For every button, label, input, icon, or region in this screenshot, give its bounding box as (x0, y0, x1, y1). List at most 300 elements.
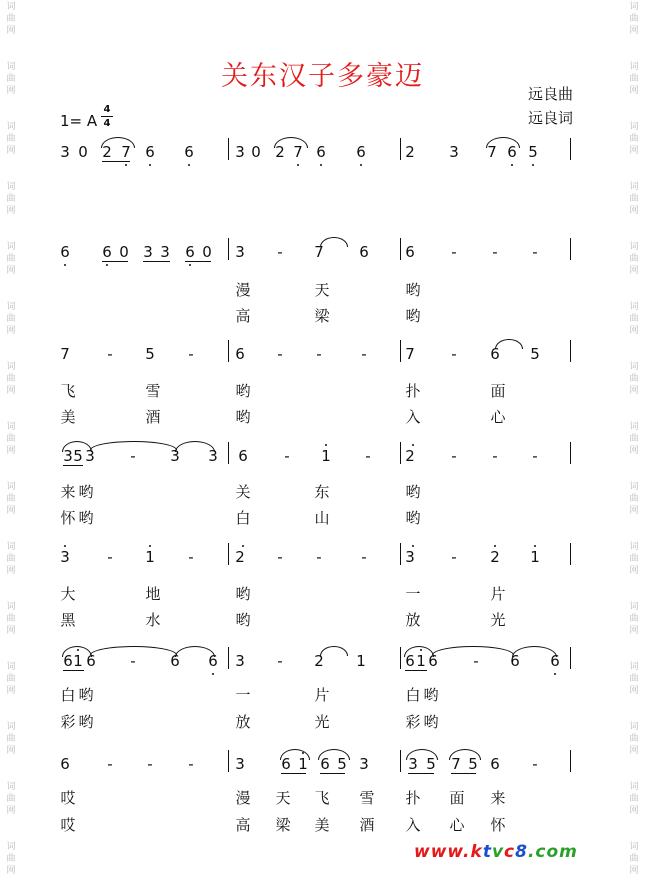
website-part: k (470, 842, 483, 862)
note: 2 (490, 548, 500, 566)
lyric-verse-2: 高 (235, 307, 251, 325)
octave-dot-low (320, 164, 322, 166)
note: - (284, 447, 290, 465)
beam-underline (143, 261, 170, 262)
watermark-char: 网 (6, 326, 16, 336)
lyric-verse-1: 大 (60, 585, 76, 603)
note: 1 (145, 548, 155, 566)
note: 7 (60, 345, 70, 363)
lyric-verse-2: 梁 (314, 307, 330, 325)
note: 3 (359, 755, 369, 773)
watermark-char: 曲 (629, 134, 639, 144)
note: 7 (487, 143, 497, 161)
lyric-verse-2: 入 (405, 816, 421, 834)
bar-line (228, 647, 229, 669)
lyric-verse-1: 哎 (60, 789, 76, 807)
watermark-char: 词 (629, 62, 639, 72)
note: - (451, 548, 457, 566)
lyric-verse-1: 天 (275, 789, 291, 807)
lyric-verse-2: 哟 (405, 509, 421, 527)
note: 1 (530, 548, 540, 566)
website-part: .com (527, 842, 578, 862)
octave-dot-low (554, 673, 556, 675)
beam-underline (281, 773, 306, 774)
slur-tie (320, 237, 348, 247)
bar-line (570, 340, 571, 362)
lyric-verse-1: 面 (490, 382, 506, 400)
bar-line (400, 238, 401, 260)
lyric-verse-2: 美 (60, 408, 76, 426)
watermark-char: 曲 (6, 734, 16, 744)
bar-line (228, 138, 229, 160)
watermark-char: 词 (629, 362, 639, 372)
bar-line (570, 647, 571, 669)
note: - (130, 447, 136, 465)
watermark-char: 词 (6, 302, 16, 312)
watermark-char: 词 (629, 422, 639, 432)
lyric-verse-2: 心 (449, 816, 465, 834)
lyric-verse-2: 光 (314, 713, 330, 731)
note: - (451, 243, 457, 261)
note: 6 (63, 652, 73, 670)
watermark-char: 词 (6, 602, 16, 612)
slur-tie (280, 749, 310, 760)
lyric-verse-1: 地 (145, 585, 161, 603)
bar-line (570, 442, 571, 464)
note: 6 (238, 447, 248, 465)
watermark-char: 词 (629, 782, 639, 792)
key-signature: 1= A (60, 112, 98, 130)
website-watermark (414, 842, 578, 862)
lyric-verse-1: 雪 (359, 789, 375, 807)
note: 6 (507, 143, 517, 161)
note: 6 (316, 143, 326, 161)
note: 6 (510, 652, 520, 670)
watermark-char: 网 (629, 386, 639, 396)
note: 6 (356, 143, 366, 161)
note: - (532, 755, 538, 773)
note: 6 (145, 143, 155, 161)
lyric-verse-2: 入 (405, 408, 421, 426)
bar-line (400, 543, 401, 565)
lyric-verse-1: 哟 (235, 382, 251, 400)
note: 3 (408, 755, 418, 773)
watermark-char: 曲 (6, 614, 16, 624)
octave-dot-high (242, 545, 244, 547)
watermark-char: 网 (629, 86, 639, 96)
note: 3 (143, 243, 153, 261)
watermark-char: 网 (629, 146, 639, 156)
note: 1 (416, 652, 426, 670)
watermark-char: 词 (6, 362, 16, 372)
lyric-verse-1: 片 (490, 585, 506, 603)
watermark-char: 网 (6, 146, 16, 156)
lyric-verse-1: 哟 (405, 281, 421, 299)
bar-line (228, 750, 229, 772)
watermark-char: 词 (6, 122, 16, 132)
lyric-verse-2: 哟 (423, 713, 439, 731)
note: 6 (170, 652, 180, 670)
note: - (188, 345, 194, 363)
note: 1 (298, 755, 308, 773)
note: 6 (60, 755, 70, 773)
note: 6 (60, 243, 70, 261)
watermark-char: 词 (6, 662, 16, 672)
note: 2 (405, 447, 415, 465)
slur-tie (432, 646, 514, 655)
bar-line (570, 138, 571, 160)
website-part: 8 (515, 842, 528, 862)
note: 7 (451, 755, 461, 773)
note: 2 (405, 143, 415, 161)
watermark-char: 网 (6, 86, 16, 96)
watermark-char: 网 (6, 806, 16, 816)
watermark-char: 曲 (6, 434, 16, 444)
watermark-char: 词 (6, 782, 16, 792)
watermark-char: 词 (629, 2, 639, 12)
note: - (361, 345, 367, 363)
lyric-verse-1: 来 (60, 483, 76, 501)
watermark-char: 网 (629, 266, 639, 276)
watermark-char: 词 (6, 722, 16, 732)
lyric-verse-1: 关 (235, 483, 251, 501)
watermark-char: 曲 (629, 614, 639, 624)
bar-line (400, 138, 401, 160)
note: 3 (60, 548, 70, 566)
watermark-char: 词 (629, 182, 639, 192)
watermark-char: 曲 (629, 74, 639, 84)
lyric-verse-1: 哟 (78, 686, 94, 704)
note: 2 (102, 143, 112, 161)
lyric-verse-1: 哟 (405, 483, 421, 501)
watermark-char: 曲 (629, 734, 639, 744)
watermark-char: 曲 (6, 494, 16, 504)
note: 6 (281, 755, 291, 773)
watermark-char: 网 (6, 506, 16, 516)
lyric-verse-1: 一 (235, 686, 251, 704)
watermark-char: 词 (629, 122, 639, 132)
watermark-char: 词 (6, 62, 16, 72)
note: 2 (235, 548, 245, 566)
note: - (188, 755, 194, 773)
website-part: c (504, 842, 516, 862)
note: 2 (275, 143, 285, 161)
watermark-char: 曲 (6, 674, 16, 684)
lyric-verse-2: 心 (490, 408, 506, 426)
note: - (277, 548, 283, 566)
watermark-char: 网 (6, 866, 16, 876)
watermark-char: 网 (629, 446, 639, 456)
lyric-verse-2: 美 (314, 816, 330, 834)
note: 6 (185, 243, 195, 261)
watermark-char: 词 (6, 182, 16, 192)
watermark-char: 网 (6, 26, 16, 36)
lyric-verse-1: 哟 (235, 585, 251, 603)
note: - (188, 548, 194, 566)
watermark-char: 词 (629, 722, 639, 732)
note: 6 (208, 652, 218, 670)
lyric-verse-1: 白 (405, 686, 421, 704)
lyric-verse-1: 哟 (423, 686, 439, 704)
lyric-verse-2: 哟 (78, 713, 94, 731)
song-title: 关东汉子多豪迈 (221, 61, 424, 92)
bar-line (228, 442, 229, 464)
note: - (361, 548, 367, 566)
slur-tie (101, 137, 135, 148)
note: - (492, 243, 498, 261)
watermark-char: 词 (6, 422, 16, 432)
note: 0 (78, 143, 88, 161)
note: 3 (63, 447, 73, 465)
note: - (473, 652, 479, 670)
watermark-char: 网 (629, 866, 639, 876)
note: - (130, 652, 136, 670)
note: 5 (468, 755, 478, 773)
slur-tie (318, 749, 350, 760)
lyric-verse-1: 东 (314, 483, 330, 501)
note: 5 (528, 143, 538, 161)
composer-credit: 远良曲 (528, 85, 574, 103)
watermark-char: 曲 (629, 674, 639, 684)
watermark-char: 网 (6, 386, 16, 396)
slur-tie (404, 646, 434, 657)
lyric-verse-2: 高 (235, 816, 251, 834)
watermark-char: 词 (629, 302, 639, 312)
octave-dot-high (325, 444, 327, 446)
beam-underline (405, 670, 427, 671)
watermark-char: 曲 (6, 554, 16, 564)
note: - (147, 755, 153, 773)
octave-dot-high (412, 444, 414, 446)
watermark-char: 词 (629, 842, 639, 852)
note: 6 (428, 652, 438, 670)
lyric-verse-1: 哟 (78, 483, 94, 501)
lyric-verse-1: 扑 (405, 382, 421, 400)
watermark-char: 曲 (6, 794, 16, 804)
watermark-char: 曲 (629, 554, 639, 564)
note: 3 (60, 143, 70, 161)
time-signature-bottom: 4 (103, 118, 111, 129)
lyric-verse-2: 彩 (405, 713, 421, 731)
watermark-char: 曲 (629, 254, 639, 264)
note: 3 (449, 143, 459, 161)
lyric-verse-2: 酒 (145, 408, 161, 426)
note: - (277, 345, 283, 363)
watermark-char: 曲 (629, 794, 639, 804)
lyric-verse-2: 酒 (359, 816, 375, 834)
note: - (451, 447, 457, 465)
slur-tie (406, 749, 438, 760)
lyric-verse-1: 一 (405, 585, 421, 603)
watermark-char: 曲 (629, 374, 639, 384)
octave-dot-low (297, 164, 299, 166)
note: 1 (321, 447, 331, 465)
watermark-char: 词 (629, 662, 639, 672)
website-prefix: www. (414, 842, 471, 862)
lyric-verse-1: 扑 (405, 789, 421, 807)
note: - (107, 345, 113, 363)
watermark-char: 网 (629, 686, 639, 696)
bar-line (570, 750, 571, 772)
lyric-verse-2: 哟 (235, 408, 251, 426)
lyric-verse-2: 白 (235, 509, 251, 527)
note: 3 (235, 243, 245, 261)
beam-underline (102, 261, 128, 262)
watermark-char: 网 (629, 26, 639, 36)
watermark-char: 曲 (6, 74, 16, 84)
note: 7 (121, 143, 131, 161)
watermark-char: 网 (629, 326, 639, 336)
lyric-verse-1: 片 (314, 686, 330, 704)
lyric-verse-2: 怀 (60, 509, 76, 527)
note: 3 (208, 447, 218, 465)
bar-line (570, 543, 571, 565)
slur-tie (512, 646, 557, 657)
note: 6 (405, 652, 415, 670)
octave-dot-low (106, 264, 108, 266)
note: - (316, 345, 322, 363)
slur-tie (175, 646, 215, 657)
watermark-char: 网 (629, 566, 639, 576)
octave-dot-low (360, 164, 362, 166)
bar-line (400, 647, 401, 669)
watermark-char: 曲 (629, 194, 639, 204)
lyric-verse-1: 面 (449, 789, 465, 807)
note: - (532, 243, 538, 261)
note: 2 (314, 652, 324, 670)
note: 6 (359, 243, 369, 261)
note: 0 (119, 243, 129, 261)
lyric-verse-2: 哟 (405, 307, 421, 325)
note: - (277, 652, 283, 670)
bar-line (400, 340, 401, 362)
note: 5 (530, 345, 540, 363)
bar-line (228, 543, 229, 565)
watermark-char: 网 (6, 266, 16, 276)
watermark-char: 网 (629, 626, 639, 636)
watermark-char: 网 (629, 746, 639, 756)
note: 6 (550, 652, 560, 670)
lyric-verse-2: 怀 (490, 816, 506, 834)
octave-dot-low (188, 164, 190, 166)
beam-underline (451, 773, 476, 774)
note: 0 (202, 243, 212, 261)
bar-line (570, 238, 571, 260)
slur-tie (274, 137, 308, 148)
note: - (107, 548, 113, 566)
watermark-char: 网 (6, 746, 16, 756)
note: 6 (184, 143, 194, 161)
slur-tie (90, 646, 177, 655)
website-part: v (491, 842, 505, 862)
watermark-char: 曲 (629, 14, 639, 24)
octave-dot-high (534, 545, 536, 547)
lyricist-credit: 远良词 (528, 109, 574, 127)
note: 6 (490, 755, 500, 773)
note: 6 (102, 243, 112, 261)
note: 5 (73, 447, 83, 465)
note: 3 (405, 548, 415, 566)
slur-tie (175, 441, 215, 452)
octave-dot-low (511, 164, 513, 166)
beam-underline (185, 261, 211, 262)
note: 1 (356, 652, 366, 670)
note: - (532, 447, 538, 465)
note: 6 (235, 345, 245, 363)
watermark-char: 曲 (6, 194, 16, 204)
watermark-char: 词 (629, 242, 639, 252)
octave-dot-high (64, 545, 66, 547)
lyric-verse-1: 来 (490, 789, 506, 807)
octave-dot-high (494, 545, 496, 547)
watermark-char: 网 (629, 806, 639, 816)
lyric-verse-2: 山 (314, 509, 330, 527)
lyric-verse-2: 黑 (60, 611, 76, 629)
watermark-char: 曲 (6, 134, 16, 144)
lyric-verse-1: 漫 (235, 281, 251, 299)
octave-dot-high (149, 545, 151, 547)
octave-dot-low (189, 264, 191, 266)
note: 3 (235, 143, 245, 161)
octave-dot-low (64, 264, 66, 266)
note: 6 (490, 345, 500, 363)
watermark-char: 网 (629, 206, 639, 216)
watermark-char: 网 (629, 506, 639, 516)
watermark-char: 曲 (629, 434, 639, 444)
lyric-verse-2: 哟 (235, 611, 251, 629)
watermark-char: 词 (6, 242, 16, 252)
bar-line (400, 750, 401, 772)
watermark-char: 词 (6, 842, 16, 852)
note: - (107, 755, 113, 773)
beam-underline (63, 465, 83, 466)
note: 7 (314, 243, 324, 261)
note: 5 (145, 345, 155, 363)
watermark-char: 曲 (629, 314, 639, 324)
octave-dot-low (149, 164, 151, 166)
lyric-verse-2: 水 (145, 611, 161, 629)
note: - (451, 345, 457, 363)
octave-dot-low (532, 164, 534, 166)
lyric-verse-1: 雪 (145, 382, 161, 400)
watermark-char: 曲 (629, 854, 639, 864)
lyric-verse-1: 飞 (314, 789, 330, 807)
note: - (365, 447, 371, 465)
bar-line (400, 442, 401, 464)
lyric-verse-2: 放 (405, 611, 421, 629)
lyric-verse-2: 放 (235, 713, 251, 731)
watermark-char: 曲 (629, 494, 639, 504)
watermark-char: 曲 (6, 314, 16, 324)
beam-underline (408, 773, 434, 774)
note: 1 (73, 652, 83, 670)
watermark-char: 曲 (6, 254, 16, 264)
watermark-char: 网 (6, 686, 16, 696)
watermark-char: 网 (6, 206, 16, 216)
website-part: t (482, 842, 492, 862)
lyric-verse-2: 光 (490, 611, 506, 629)
slur-tie (62, 441, 92, 452)
note: 3 (160, 243, 170, 261)
watermark-char: 曲 (6, 374, 16, 384)
note: 5 (337, 755, 347, 773)
lyric-verse-1: 漫 (235, 789, 251, 807)
slur-tie (486, 137, 520, 148)
octave-dot-low (125, 164, 127, 166)
note: - (492, 447, 498, 465)
slur-tie (449, 749, 481, 760)
lyric-verse-2: 梁 (275, 816, 291, 834)
